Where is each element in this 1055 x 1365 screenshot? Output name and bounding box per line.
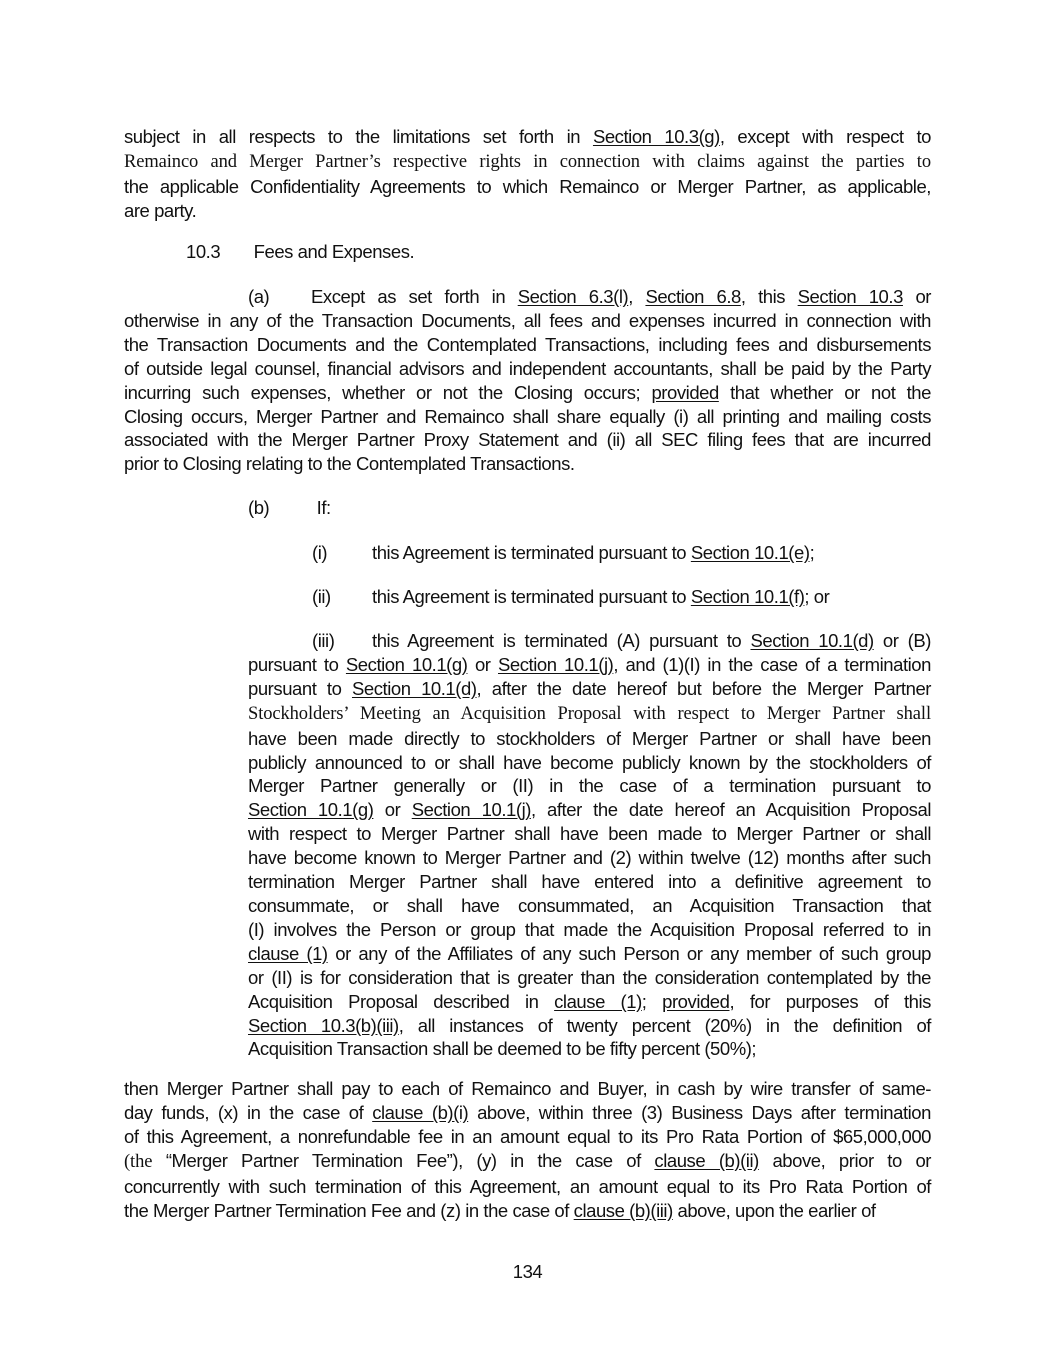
cross-reference: clause (1) (248, 942, 328, 964)
item-iii-label: (iii) (312, 630, 335, 651)
text-run: incurring such expenses, whether or not the Closing occurs; (124, 381, 652, 403)
text-line (124, 175, 931, 199)
cross-reference: clause (b)(ii) (654, 1149, 759, 1171)
cross-reference: Section 10.1(d) (750, 630, 874, 651)
text-line (248, 894, 931, 918)
clause-a-first-line (124, 285, 931, 309)
text-line (248, 798, 931, 822)
text-run: then Merger Partner shall pay to each of Remainco and Buyer, in cash by wire transfer of same- (124, 1078, 931, 1099)
text-line (124, 309, 931, 333)
text-line (124, 1149, 931, 1175)
cross-reference: clause (b)(i) (372, 1101, 469, 1123)
text-run: have become known to Merger Partner and (2) within twelve (12) months after such (248, 847, 931, 869)
cross-reference: Section 6.8 (645, 286, 741, 307)
text-run: the Transaction Documents and the Contemplated Transactions, including fees and disbursements (124, 333, 931, 355)
text-run: or any of the Affiliates of any such Person or any member of such group (327, 942, 931, 964)
item-iii-body (248, 653, 931, 1061)
text-line (248, 727, 931, 751)
text-run: the applicable Confidentiality Agreements to which Remainco or Merger Partner, as applicable, (124, 175, 931, 197)
clause-a (124, 285, 931, 476)
text-run: prior to Closing relating to the Contemplated Transactions. (124, 453, 575, 475)
text-run: Stockholders’ Meeting an Acquisition Proposal with respect to Merger Partner shall (248, 703, 931, 724)
text-line (248, 1014, 931, 1038)
text-line (124, 1077, 931, 1101)
cross-reference: Section 10.1(j) (498, 653, 614, 675)
cross-reference: Section 10.1(e) (690, 542, 810, 563)
text-run: that whether or not the (718, 381, 931, 403)
cross-reference: provided (662, 990, 730, 1012)
text-run: , except with respect to (719, 126, 931, 147)
section-heading (186, 240, 414, 264)
text-run: , for purposes of this (729, 990, 931, 1012)
cross-reference: Section 10.1(g) (345, 653, 468, 675)
text-line (248, 1037, 931, 1061)
text-run: , all instances of twenty percent (20%) in the definition of (398, 1014, 931, 1036)
text-run: are party. (124, 199, 197, 221)
section-title: Fees and Expenses. (253, 241, 415, 262)
clause-a-first-text (248, 285, 931, 309)
text-run: , and (1)(I) in the case of a termination (613, 653, 931, 675)
cross-reference: provided (651, 381, 719, 403)
text-run: , after the date hereof an Acquisition Proposal (530, 799, 931, 821)
page-number: 134 (512, 1261, 543, 1282)
text-run: above, within three (3) Business Days after termination (468, 1101, 931, 1123)
clause-a-label: (a) (248, 286, 270, 307)
text-line (124, 1125, 931, 1149)
text-run: have been made directly to stockholders of Merger Partner or shall have been (248, 727, 931, 749)
text-run: associated with the Merger Partner Proxy Statement and (ii) all SEC filing fees that are incurred (124, 429, 931, 451)
text-run: otherwise in any of the Transaction Documents, all fees and expenses incurred in connection with (124, 309, 931, 331)
clause-a-body (124, 309, 931, 476)
cross-reference: Section 10.1(j) (411, 799, 531, 821)
item-ii-text (372, 585, 829, 609)
text-line (248, 701, 931, 727)
text-line (248, 870, 931, 894)
text-run: , (628, 286, 646, 307)
text-run: pursuant to (248, 677, 352, 699)
text-run: with respect to Merger Partner shall have been made to Merger Partner or shall (248, 823, 931, 845)
clause-b-text: If: (316, 497, 331, 518)
text-run: ; (809, 542, 815, 563)
text-line (124, 1101, 931, 1125)
clause-b-label: (b) (248, 497, 270, 518)
item-iii-first-line (248, 629, 931, 653)
text-run: the Merger Partner Termination Fee and (z) in the case of (124, 1199, 574, 1221)
text-run: this Agreement is terminated pursuant to (372, 542, 691, 563)
text-run: this Agreement is terminated pursuant to (372, 586, 691, 607)
clause-b-item-ii (312, 585, 830, 609)
text-run: Acquisition Proposal described in (248, 990, 555, 1012)
clause-b-heading (248, 496, 331, 520)
text-run: consummate, or shall have consummated, an Acquisition Transaction that (248, 894, 931, 916)
text-run: or (467, 653, 498, 675)
cross-reference: Section 10.3(g) (592, 126, 720, 147)
text-run: day funds, (x) in the case of (124, 1101, 373, 1123)
cross-reference: Section 10.3 (797, 286, 903, 307)
text-line (248, 918, 931, 942)
text-line (124, 333, 931, 357)
text-run: of outside legal counsel, financial advisors and independent accountants, shall be paid by the Party (124, 357, 931, 379)
cross-reference: Section 10.1(d) (351, 677, 477, 699)
cross-reference: Section 10.1(g) (248, 799, 374, 821)
text-run: publicly announced to or shall have become publicly known by the stockholders of (248, 751, 931, 773)
text-line (124, 357, 931, 381)
text-run: , this (740, 286, 798, 307)
text-line (248, 653, 931, 677)
text-line (124, 405, 931, 429)
text-line (248, 774, 931, 798)
text-run: subject in all respects to the limitations set forth in (124, 126, 593, 147)
text-run: Merger Partner generally or (II) in the case of a termination pursuant to (248, 775, 931, 797)
text-run: ; (641, 990, 663, 1012)
text-run: this Agreement is terminated (A) pursuant to (372, 630, 751, 651)
cross-reference: clause (1) (554, 990, 642, 1012)
text-run: concurrently with such termination of this Agreement, an amount equal to its Pro Rata Portion of (124, 1175, 931, 1197)
intro-paragraph (124, 125, 931, 223)
text-run: ; or (804, 586, 830, 607)
item-iii-first-text (248, 629, 931, 653)
text-run: or (B) (873, 630, 931, 651)
text-line (248, 822, 931, 846)
text-run: above, upon the earlier of (672, 1199, 876, 1221)
cross-reference: Section 10.1(f) (690, 586, 805, 607)
text-line (248, 942, 931, 966)
cross-reference: Section 6.3(l) (517, 286, 629, 307)
section-number: 10.3 (186, 241, 221, 262)
cross-reference: clause (b)(iii) (573, 1199, 673, 1221)
text-run: or (902, 286, 932, 307)
text-run: Closing occurs, Merger Partner and Remainco shall share equally (i) all printing and mailing costs (124, 405, 931, 427)
text-line (124, 199, 931, 223)
then-paragraph (124, 1077, 931, 1222)
text-line (248, 990, 931, 1014)
text-run: , after the date hereof but before the Merger Partner (476, 677, 931, 699)
text-run: (I) involves the Person or group that made the Acquisition Proposal referred to in (248, 918, 931, 940)
text-line (124, 1199, 931, 1223)
text-line (124, 452, 931, 476)
text-line (124, 1175, 931, 1199)
text-line (248, 846, 931, 870)
text-run: termination Merger Partner shall have entered into a definitive agreement to (248, 871, 931, 893)
text-line (248, 966, 931, 990)
text-run: or (II) is for consideration that is greater than the consideration contemplated by the (248, 966, 931, 988)
item-ii-label: (ii) (312, 586, 331, 607)
text-line (248, 677, 931, 701)
text-line (124, 428, 931, 452)
item-i-label: (i) (312, 542, 328, 563)
text-run: (the (124, 1151, 166, 1172)
text-run: Acquisition Transaction shall be deemed to be fifty percent (50%); (248, 1038, 757, 1060)
item-i-text (372, 541, 814, 565)
text-line (124, 381, 931, 405)
text-run: Remainco and Merger Partner’s respective rights in connection with claims against the parties to (124, 151, 931, 172)
text-line (248, 751, 931, 775)
text-run: or (373, 799, 412, 821)
text-run: “Merger Partner Termination Fee”), (y) in the case of (165, 1149, 655, 1171)
clause-b-item-iii (248, 629, 931, 1061)
cross-reference: Section 10.3(b)(iii) (248, 1014, 399, 1036)
text-run: Except as set forth in (311, 286, 518, 307)
text-line (124, 125, 931, 149)
clause-b-item-i (312, 541, 815, 565)
text-run: above, prior to or (758, 1149, 931, 1171)
text-run: pursuant to (248, 653, 346, 675)
text-line (124, 149, 931, 175)
text-run: of this Agreement, a nonrefundable fee in an amount equal to its Pro Rata Portion of $65,000,000 (124, 1125, 931, 1147)
